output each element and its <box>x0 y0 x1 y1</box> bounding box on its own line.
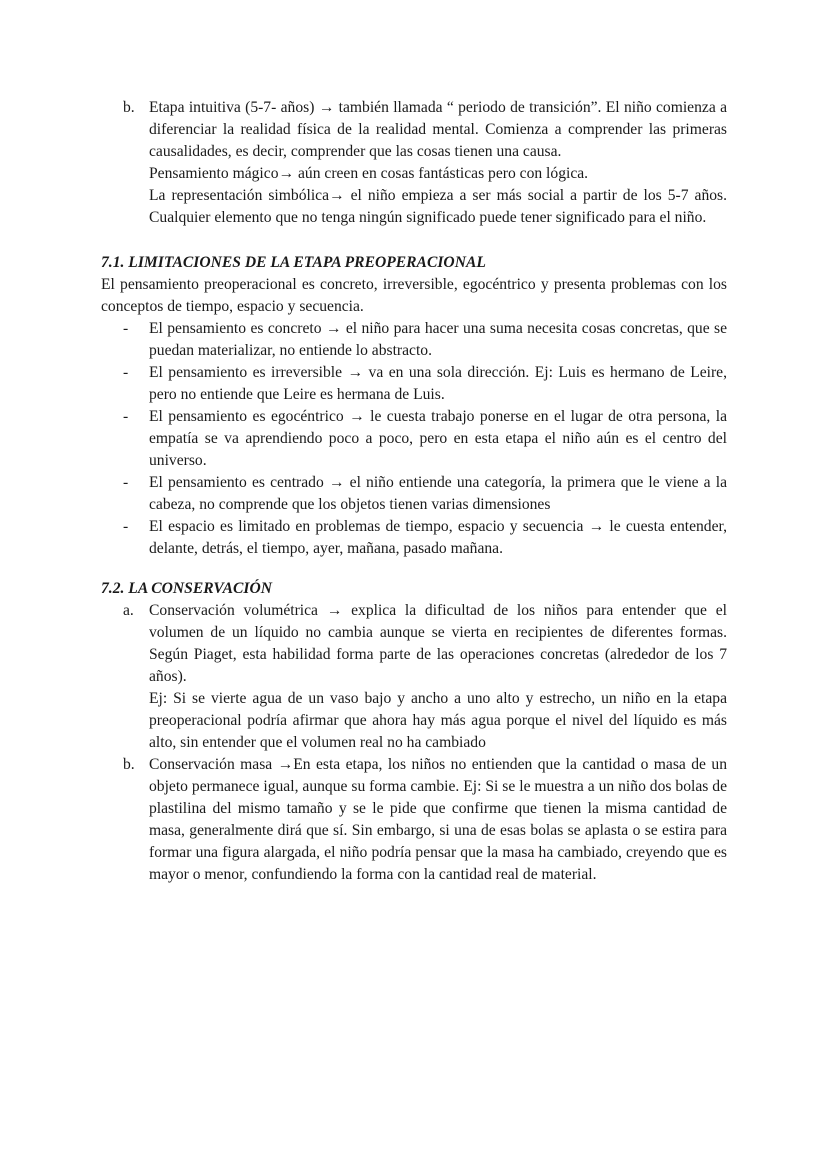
bullet-text: El pensamiento es concreto → el niño para hacer una suma necesita cosas concretas, que se puedan materializar, no entiende lo abstracto. <box>149 320 727 359</box>
paragraph: Conservación volumétrica → explica la dificultad de los niños para entender que el volumen de un líquido no cambia aunque se vierta en recipientes de diferentes formas. Según Piaget, esta habilidad forma parte de las operaciones concretas (alrededor de los 7 años). <box>149 602 727 685</box>
bullet-marker: - <box>123 408 129 425</box>
bullet-marker: - <box>123 320 129 337</box>
bullet-marker: - <box>123 474 129 491</box>
bullet-text: El pensamiento es centrado → el niño entiende una categoría, la primera que le viene a la cabeza, no comprende que los objetos tienen varias dimensiones <box>149 474 727 513</box>
bullet-item <box>101 516 727 560</box>
paragraph: Pensamiento mágico→ aún creen en cosas fantásticas pero con lógica. <box>149 165 589 182</box>
bullet-item <box>101 318 727 362</box>
bullet-item <box>101 406 727 472</box>
bullet-item <box>101 362 727 406</box>
paragraph: Etapa intuitiva (5-7- años) → también llamada “ periodo de transición”. El niño comienza a diferenciar la realidad física de la realidad mental. Comienza a comprender las primeras causalidades, es decir, comprender que las cosas tienen una causa. <box>149 99 727 160</box>
bullet-text: El espacio es limitado en problemas de tiempo, espacio y secuencia → le cuesta entender, delante, detrás, el tiempo, ayer, mañana, pasado mañana. <box>149 518 727 557</box>
list-marker: b. <box>123 99 135 116</box>
section-intro: El pensamiento preoperacional es concreto, irreversible, egocéntrico y presenta problemas con los conceptos de tiempo, espacio y secuencia. <box>101 276 727 315</box>
list-marker: b. <box>123 756 135 773</box>
bullet-item <box>101 472 727 516</box>
bullet-text: El pensamiento es egocéntrico → le cuesta trabajo ponerse en el lugar de otra persona, la empatía se va aprendiendo poco a poco, pero en esta etapa el niño aún es el centro del universo. <box>149 408 727 469</box>
paragraph: Conservación masa →En esta etapa, los niños no entienden que la cantidad o masa de un objeto permanece igual, aunque su forma cambie. Ej: Si se le muestra a un niño dos bolas de plastilina del mismo tamaño y se le pide que confirme que tienen la misma cantidad de masa, generalmente dirá que sí. Sin embargo, si una de esas bolas se aplasta o se estira para formar una figura alargada, el niño podría pensar que la masa ha cambiado, creyendo que es mayor o menor, confundiendo la forma con la cantidad real de material. <box>149 756 727 883</box>
list-marker: a. <box>123 602 134 619</box>
bullet-marker: - <box>123 518 129 535</box>
section-heading-7-1: 7.1. LIMITACIONES DE LA ETAPA PREOPERACIONAL <box>101 254 486 271</box>
bullet-marker: - <box>123 364 129 381</box>
list-item-mass-conservation <box>101 754 727 886</box>
document-page <box>101 97 727 886</box>
bullet-text: El pensamiento es irreversible → va en una sola dirección. Ej: Luis es hermano de Leire, pero no entiende que Leire es hermana de Luis. <box>149 364 727 403</box>
section-heading-7-2: 7.2. LA CONSERVACIÓN <box>101 580 273 597</box>
list-item-volumetric-conservation <box>101 600 727 754</box>
paragraph: La representación simbólica→ el niño empieza a ser más social a partir de los 5-7 años. Cualquier elemento que no tenga ningún significado puede tener significado para el niño. <box>149 187 727 226</box>
example-paragraph: Ej: Si se vierte agua de un vaso bajo y ancho a uno alto y estrecho, un niño en la etapa preoperacional podría afirmar que ahora hay más agua porque el nivel del líquido es más alto, sin entender que el volumen real no ha cambiado <box>149 690 727 751</box>
list-item-intuitive-stage <box>101 97 727 229</box>
